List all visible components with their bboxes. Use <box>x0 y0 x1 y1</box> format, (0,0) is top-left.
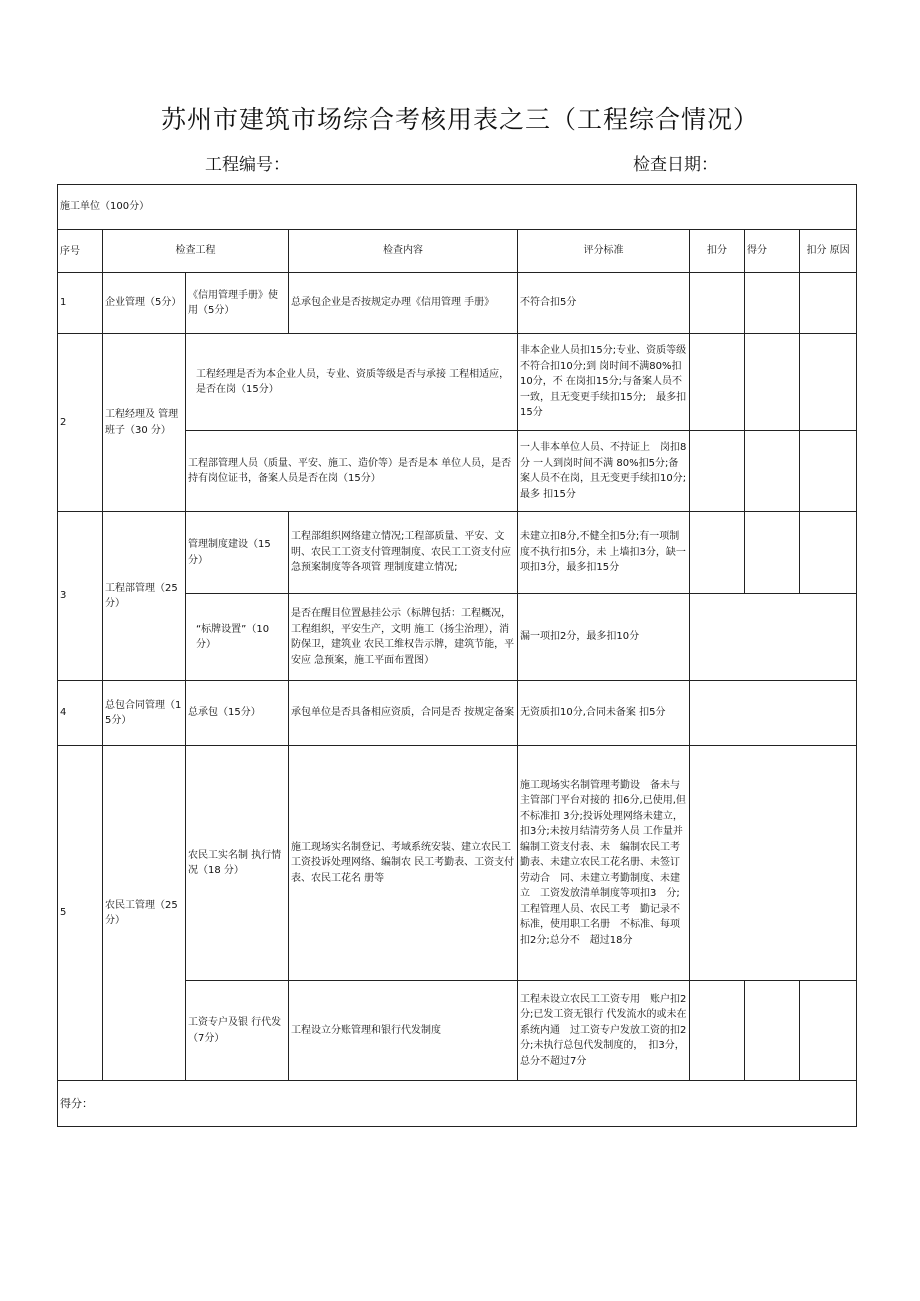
row-content: 施工现场实名制登记、考域系统安装、建立农民工工资投诉处理网络、编制农 民工考勤表、工资支付表、农民工花名 册等 <box>289 746 518 981</box>
row-content: 工程部管理人员（质量、平安、施工、造价等）是否是本 单位人员，是否持有岗位证书，备案人员是否在岗（15分） <box>186 431 518 512</box>
col-header-seq: 序号 <box>58 230 103 273</box>
row-subitem: 农民工实名制 执行情况（18 分） <box>186 746 289 981</box>
col-header-deduct: 扣分 <box>690 230 745 273</box>
row-seq: 4 <box>58 681 103 746</box>
project-number-label: 工程编号： <box>205 155 290 175</box>
col-header-score: 得分 <box>745 230 800 273</box>
col-header-content: 检查内容 <box>289 230 518 273</box>
row-content: 承包单位是否具备相应资质，合同是否 按规定备案 <box>289 681 518 746</box>
row-seq: 1 <box>58 273 103 334</box>
score-cells-merged[interactable] <box>690 746 857 981</box>
row-standard: 漏一项扣2分，最多扣10分 <box>518 594 690 681</box>
row-category: 企业管理（5分） <box>103 273 186 334</box>
header-row <box>58 230 857 273</box>
total-score-label[interactable]: 得分： <box>58 1081 857 1127</box>
row-category: 农民工管理（25 分） <box>103 746 186 1081</box>
col-header-reason: 扣分 原因 <box>800 230 857 273</box>
section-row <box>58 185 857 230</box>
total-score-row <box>58 1081 857 1127</box>
section-label: 施工单位（100分） <box>58 185 857 230</box>
deduct-cell[interactable] <box>690 981 745 1081</box>
reason-cell[interactable] <box>800 273 857 334</box>
row-subitem: 《信用管理手册》使用（5分） <box>186 273 289 334</box>
reason-cell[interactable] <box>800 981 857 1081</box>
row-content: 工程部组织网络建立情况;工程部质量、平安、文明、农民工工资支付管理制度、农民工工资支付应急预案制度等各项管 理制度建立情况; <box>289 512 518 594</box>
score-cell[interactable] <box>745 431 800 512</box>
reason-cell[interactable] <box>800 334 857 431</box>
deduct-cell[interactable] <box>690 431 745 512</box>
deduct-cell[interactable] <box>690 512 745 594</box>
check-date-label: 检查日期： <box>633 155 718 175</box>
col-header-standard: 评分标准 <box>518 230 690 273</box>
row-seq: 5 <box>58 746 103 1081</box>
row-subitem: 工资专户及银 行代发（7分） <box>186 981 289 1081</box>
table-row <box>58 334 857 431</box>
table-row <box>58 512 857 594</box>
row-subitem: 管理制度建设（15 分） <box>186 512 289 594</box>
table-row <box>58 681 857 746</box>
deduct-cell[interactable] <box>690 273 745 334</box>
row-standard: 未建立扣8分,不健全扣5分;有一项制度不执行扣5分，未 上墙扣3分，缺一项扣3分，最多扣15分 <box>518 512 690 594</box>
score-cell[interactable] <box>745 334 800 431</box>
table-row <box>58 746 857 981</box>
row-content: 工程设立分账管理和银行代发制度 <box>289 981 518 1081</box>
table-row <box>58 273 857 334</box>
deduct-cell[interactable] <box>690 334 745 431</box>
row-standard: 工程未设立农民工工资专用 账户扣2分;已发工资无银行 代发流水的或未在系统内通 过工资专户发放工资的扣2 分;未执行总包代发制度的， 扣3分，总分不超过7分 <box>518 981 690 1081</box>
score-cells-merged[interactable] <box>690 681 857 746</box>
row-content: 是否在醒目位置悬挂公示（标牌包括：工程概况，工程组织，平安生产，文明 施工（扬尘治理），消防保卫，建筑业 农民工维权告示牌，建筑节能，平安应 急预案，施工平面布置图） <box>289 594 518 681</box>
row-standard: 无资质扣10分,合同未备案 扣5分 <box>518 681 690 746</box>
row-standard: 非本企业人员扣15分;专业、资质等级不符合扣10分;到 岗时间不满80%扣10分，不 在岗扣15分;与备案人员不 一致，且无变更手续扣15分; 最多扣15分 <box>518 334 690 431</box>
score-cell[interactable] <box>745 512 800 594</box>
row-subitem: “标牌设置”（10 分） <box>186 594 289 681</box>
col-header-item: 检查工程 <box>103 230 289 273</box>
row-subitem: 总承包（15分） <box>186 681 289 746</box>
page-title: 苏州市建筑市场综合考核用表之三（工程综合情况） <box>160 105 759 134</box>
reason-cell[interactable] <box>800 512 857 594</box>
score-cell[interactable] <box>745 273 800 334</box>
reason-cell[interactable] <box>800 431 857 512</box>
row-content: 总承包企业是否按规定办理《信用管理 手册》 <box>289 273 518 334</box>
row-content: 工程经理是否为本企业人员，专业、资质等级是否与承接 工程相适应，是否在岗（15分） <box>186 334 518 431</box>
row-seq: 2 <box>58 334 103 512</box>
row-seq: 3 <box>58 512 103 681</box>
row-standard: 不符合扣5分 <box>518 273 690 334</box>
row-standard: 施工现场实名制管理考勤设 备未与主管部门平台对接的 扣6分,已使用,但不标准扣 3分;投诉处理网络未建立， 扣3分;未按月结清劳务人员 工作量并编制工资支付表、未 编制农民工考勤表、未建立农民工花名册、未签订劳动合 同、未建立考勤制度、未建立 工资发放清单制度等项扣3 分;工程管理人员、农民工考 勤记录不标准，使用职工名册 不标准、每项扣2分;总分不 超过18分 <box>518 746 690 981</box>
score-cells-merged[interactable] <box>690 594 857 681</box>
score-cell[interactable] <box>745 981 800 1081</box>
row-category: 总包合同管理（15分） <box>103 681 186 746</box>
row-standard: 一人非本单位人员、不持证上 岗扣8分 一人到岗时间不满 80%扣5分;备案人员不在岗，且无变更手续扣10分;最多 扣15分 <box>518 431 690 512</box>
assessment-table <box>57 184 857 1127</box>
row-category: 工程经理及 管理班子（30 分） <box>103 334 186 512</box>
row-category: 工程部管理（25 分） <box>103 512 186 681</box>
